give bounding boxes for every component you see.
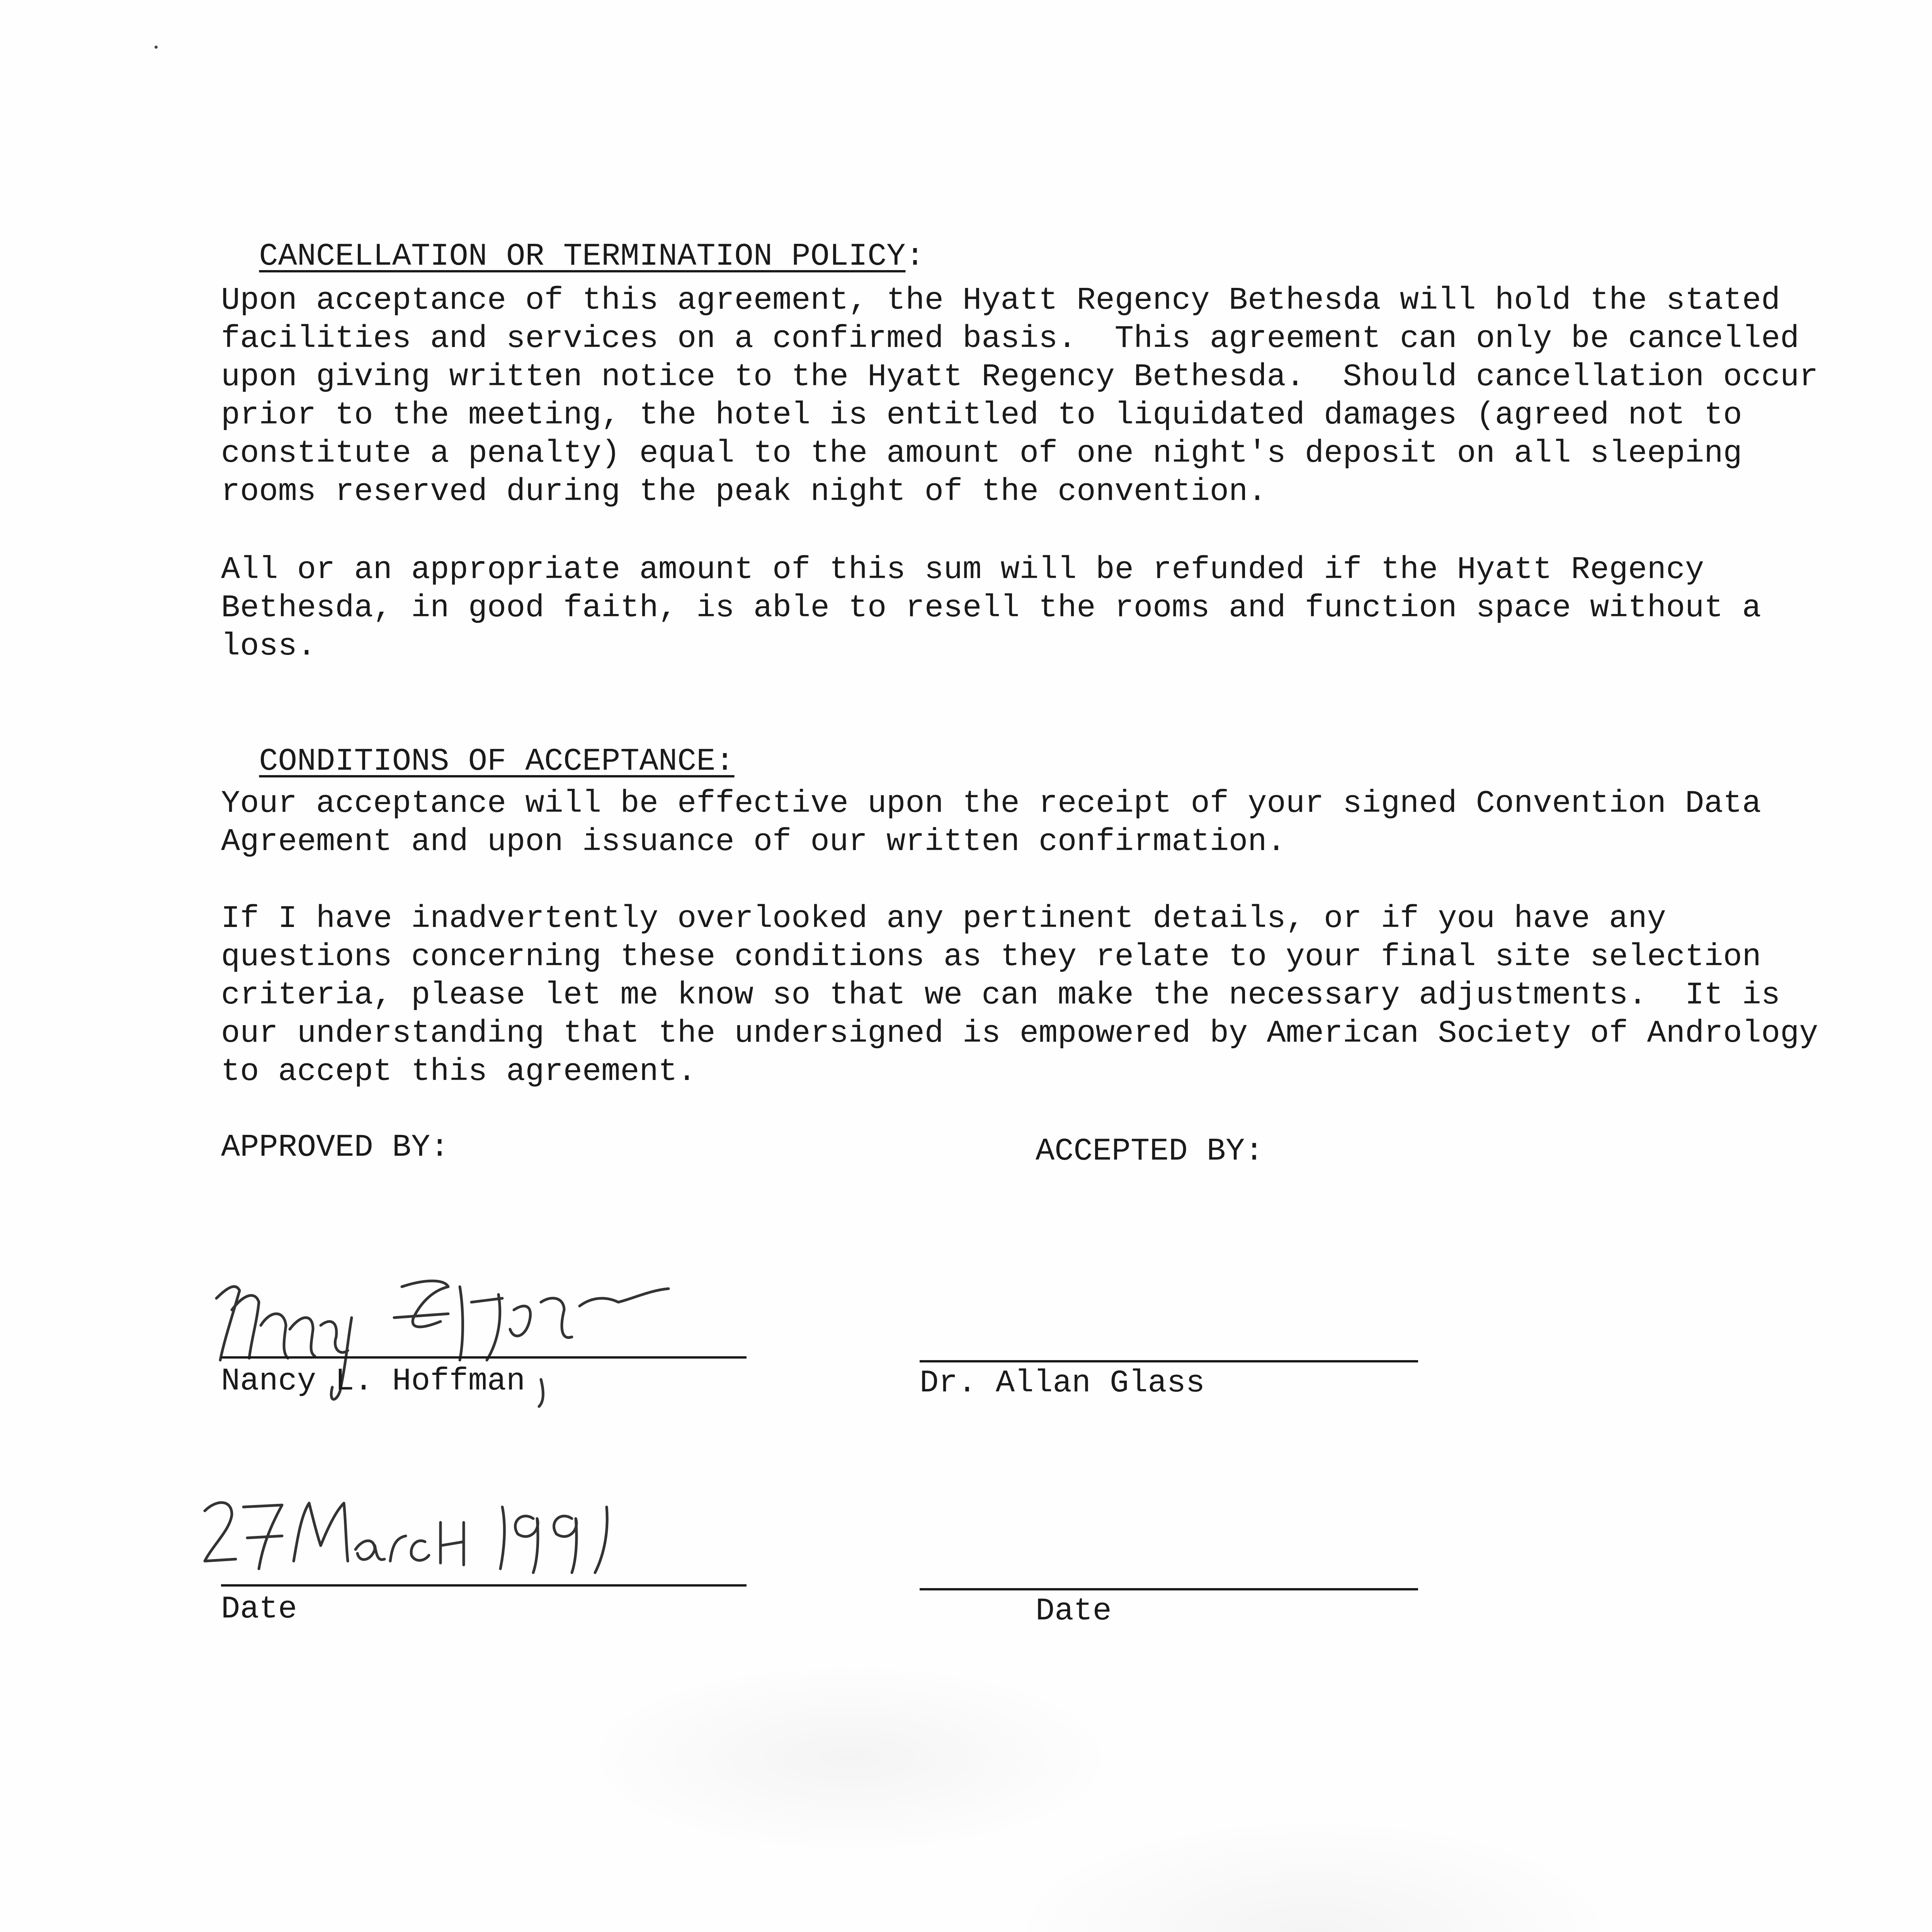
cancellation-paragraph-2: All or an appropriate amount of this sum will be refunded if the Hyatt Regency Bethesda, in good faith, is able to resell the rooms and function space without a loss. — [221, 552, 1761, 664]
conditions-heading-text: CONDITIONS OF ACCEPTANCE: — [259, 743, 735, 779]
cancellation-heading — [221, 199, 925, 276]
acceptor-date-label: Date — [1036, 1593, 1112, 1629]
approved-by-label: APPROVED BY: — [221, 1129, 449, 1165]
conditions-paragraph-2: If I have inadvertently overlooked any pertinent details, or if you have any questions concerning these conditions as they relate to your final site selection criteria, please let me know so that we can make the necessary adjustments. It is our understanding that the undersigned is empowered by American Society of Andrology to accept this agreement. — [221, 901, 1818, 1090]
accepted-by-label: ACCEPTED BY: — [1036, 1133, 1264, 1169]
conditions-heading — [221, 704, 735, 781]
paper-crease — [1005, 1816, 1623, 1932]
approver-name: Nancy L. Hoffman — [221, 1363, 526, 1399]
acceptor-signature-line — [920, 1360, 1418, 1362]
conditions-paragraph-1: Your acceptance will be effective upon the receipt of your signed Convention Data Agreement and upon issuance of our written confirmation. — [221, 786, 1761, 860]
cancellation-heading-colon: : — [905, 238, 925, 274]
cancellation-paragraph-1: Upon acceptance of this agreement, the Hyatt Regency Bethesda will hold the stated facilities and services on a confirmed basis. This agreement can only be cancelled upon giving written notice to the Hyatt Regency Bethesda. Should cancellation occur prior to the meeting, the hotel is entitled to liquidated damages (agreed not to constitute a penalty) equal to the amount of one night's deposit on all sleeping rooms reserved during the peak night of the convention. — [221, 282, 1818, 510]
acceptor-date-line — [920, 1588, 1418, 1590]
approver-signature-line — [221, 1356, 747, 1359]
approver-date-line — [221, 1584, 747, 1587]
cancellation-heading-text: CANCELLATION OR TERMINATION POLICY — [259, 238, 906, 274]
approver-date-label: Date — [221, 1591, 297, 1627]
paper-crease — [580, 1662, 1121, 1855]
acceptor-name: Dr. Allan Glass — [920, 1365, 1205, 1401]
scan-speck — [155, 46, 158, 49]
approver-date-handwriting — [193, 1484, 696, 1584]
